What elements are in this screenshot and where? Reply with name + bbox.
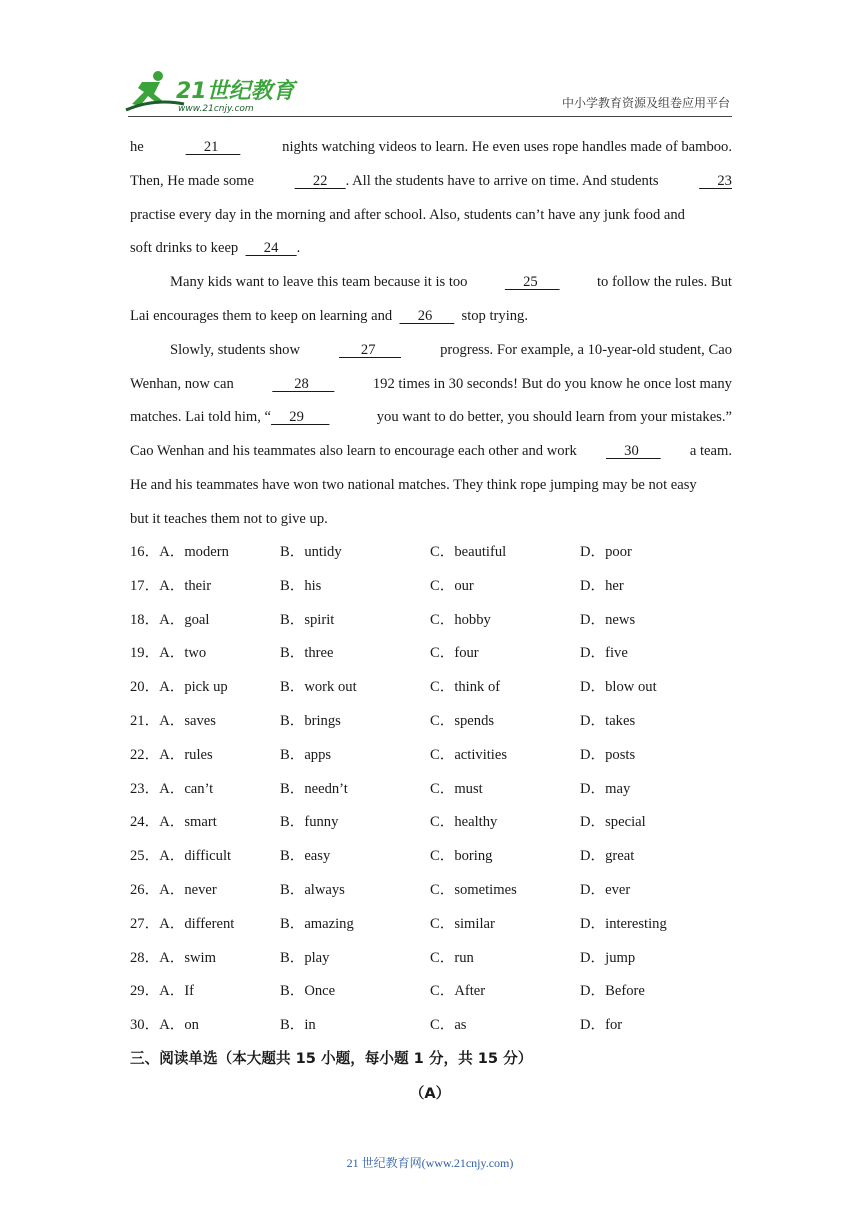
- option-c: C．activities: [430, 746, 508, 763]
- option-c: C．beautiful: [430, 544, 507, 560]
- option-a: 24．A．smart: [130, 814, 217, 831]
- option-d: D．jump: [580, 949, 636, 966]
- question-row: [130, 874, 732, 908]
- blank-28: 28: [272, 375, 335, 392]
- text-segment: stop trying.: [461, 307, 528, 324]
- text-segment: 192 times in 30 seconds! But do you know he once lost many: [372, 375, 732, 392]
- text-segment: Slowly, students show: [170, 341, 301, 358]
- option-d: D．special: [580, 814, 646, 831]
- option-d: D．posts: [580, 746, 636, 763]
- option-c: C．boring: [430, 848, 493, 865]
- option-b: B．play: [280, 949, 330, 966]
- option-d: D．interesting: [580, 915, 667, 932]
- blank-25: 25: [504, 274, 560, 291]
- option-a: 18．A．goal: [130, 611, 210, 628]
- blank-26: 26: [399, 307, 455, 324]
- option-a: 28．A．swim: [130, 949, 216, 966]
- option-b: B．untidy: [280, 544, 342, 560]
- passage-line: [130, 199, 732, 233]
- option-d: D．Before: [580, 983, 645, 1000]
- passage-line: [130, 334, 732, 368]
- option-a: 19．A．two: [130, 645, 207, 662]
- option-c: C．four: [430, 645, 479, 662]
- option-d: D．her: [580, 577, 624, 594]
- blank-21: 21: [185, 139, 241, 155]
- passage-line: [130, 232, 732, 266]
- option-b: B．apps: [280, 746, 332, 763]
- option-c: C．sometimes: [430, 881, 517, 898]
- text-segment: Wenhan, now can: [130, 375, 234, 392]
- text-segment: . All the students have to arrive on time. And students: [345, 172, 659, 189]
- option-d: D．news: [580, 611, 636, 628]
- option-c: C．healthy: [430, 814, 498, 831]
- option-d: D．for: [580, 1017, 623, 1034]
- option-d: D．poor: [580, 544, 632, 560]
- question-row: [130, 908, 732, 942]
- question-row: [130, 975, 732, 1009]
- site-logo: [124, 68, 299, 116]
- blank-22: 22: [294, 172, 346, 189]
- option-d: D．great: [580, 848, 635, 865]
- passage-line: [130, 131, 732, 165]
- option-b: B．always: [280, 881, 345, 898]
- question-row: [130, 739, 732, 773]
- page-footer[interactable]: 21 世纪教育网(www.21cnjy.com): [346, 1156, 514, 1170]
- passage-line: [130, 435, 732, 469]
- blank-27: 27: [339, 341, 402, 358]
- question-row: [130, 1009, 732, 1043]
- passage-line: [130, 401, 732, 435]
- option-c: C．After: [430, 983, 486, 1000]
- logo-url-text: www.21cnjy.com: [178, 104, 254, 114]
- option-a: 29．A．If: [130, 983, 195, 1000]
- option-b: B．easy: [280, 848, 331, 865]
- option-c: C．our: [430, 577, 474, 594]
- passage-line: [130, 503, 732, 537]
- option-a: 23．A．can’t: [130, 780, 214, 797]
- logo-text: 21世纪教育: [176, 79, 295, 104]
- question-row: [130, 705, 732, 739]
- blank-23: 23: [699, 172, 732, 189]
- option-c: C．similar: [430, 915, 495, 932]
- passage-line: [130, 368, 732, 402]
- passage-line: [130, 266, 732, 300]
- page-header: [0, 0, 860, 120]
- option-d: D．blow out: [580, 679, 657, 696]
- option-a: 20．A．pick up: [130, 679, 228, 696]
- text-segment: Lai encourages them to keep on learning and: [130, 307, 393, 324]
- section-heading: 三、阅读单选（本大题共 15 小题，每小题 1 分，共 15 分）: [130, 1050, 533, 1067]
- header-platform-text: 中小学教育资源及组卷应用平台: [561, 96, 730, 110]
- header-divider: [128, 116, 732, 117]
- option-b: B．in: [280, 1017, 316, 1034]
- passage-label: （A）: [409, 1085, 451, 1102]
- option-b: B．funny: [280, 814, 339, 831]
- text-segment: .: [296, 240, 301, 257]
- option-b: B．his: [280, 577, 322, 594]
- option-a: 17．A．their: [130, 577, 212, 594]
- text-segment: Many kids want to leave this team because it is too: [170, 274, 468, 291]
- option-b: B．brings: [280, 712, 341, 729]
- question-row: [130, 604, 732, 638]
- text-segment: matches. Lai told him, “: [130, 409, 272, 426]
- passage-line: [130, 469, 732, 503]
- option-a: 30．A．on: [130, 1017, 199, 1034]
- text-segment: progress. For example, a 10-year-old student, Cao: [440, 341, 732, 358]
- option-c: C．run: [430, 949, 474, 966]
- blank-30: 30: [605, 443, 661, 460]
- text-segment: nights watching videos to learn. He even uses rope handles made of bamboo.: [282, 139, 732, 155]
- option-c: C．as: [430, 1017, 467, 1034]
- option-c: C．hobby: [430, 611, 491, 628]
- question-row: [130, 671, 732, 705]
- text-segment: a team.: [689, 443, 732, 460]
- blank-29: 29: [271, 409, 330, 426]
- option-c: C．must: [430, 780, 483, 797]
- text-segment: you want to do better, you should learn from your mistakes.”: [376, 409, 732, 426]
- option-a: 22．A．rules: [130, 746, 213, 763]
- passage-line: [130, 300, 732, 334]
- question-row: [130, 637, 732, 671]
- option-d: D．may: [580, 780, 631, 797]
- option-a: 26．A．never: [130, 881, 217, 898]
- option-b: B．three: [280, 645, 334, 662]
- option-c: C．spends: [430, 712, 495, 729]
- text-segment: Then, He made some: [130, 172, 255, 189]
- option-a: 16．A．modern: [130, 544, 229, 560]
- text-segment: [295, 165, 659, 199]
- question-row: [130, 570, 732, 604]
- option-b: B．spirit: [280, 611, 335, 628]
- option-b: B．work out: [280, 679, 357, 696]
- question-row: [130, 840, 732, 874]
- runner-logo-icon: [124, 68, 299, 116]
- text-segment: practise every day in the morning and after school. Also, students can’t have any junk food and: [130, 206, 685, 223]
- cloze-passage: [130, 131, 732, 537]
- blank-24: 24: [245, 240, 297, 257]
- option-d: D．five: [580, 645, 628, 662]
- question-row: [130, 536, 732, 570]
- text-segment: but it teaches them not to give up.: [130, 510, 328, 527]
- option-a: 27．A．different: [130, 915, 235, 932]
- question-options-list: [130, 536, 732, 1043]
- text-segment: he: [130, 139, 144, 155]
- option-d: D．takes: [580, 712, 636, 729]
- option-a: 25．A．difficult: [130, 848, 232, 865]
- option-b: B．needn’t: [280, 780, 348, 797]
- text-segment: to follow the rules. But: [597, 274, 732, 291]
- option-b: B．amazing: [280, 915, 354, 932]
- text-segment: [130, 401, 329, 435]
- question-row: [130, 806, 732, 840]
- question-row: [130, 773, 732, 807]
- text-segment: Cao Wenhan and his teammates also learn to encourage each other and work: [130, 443, 577, 460]
- passage-line: [130, 165, 732, 199]
- question-row: [130, 942, 732, 976]
- option-b: B．Once: [280, 983, 336, 1000]
- text-segment: He and his teammates have won two national matches. They think rope jumping may be not easy: [130, 476, 697, 493]
- option-c: C．think of: [430, 679, 501, 696]
- option-a: 21．A．saves: [130, 712, 216, 729]
- option-d: D．ever: [580, 881, 631, 898]
- text-segment: soft drinks to keep: [130, 240, 239, 257]
